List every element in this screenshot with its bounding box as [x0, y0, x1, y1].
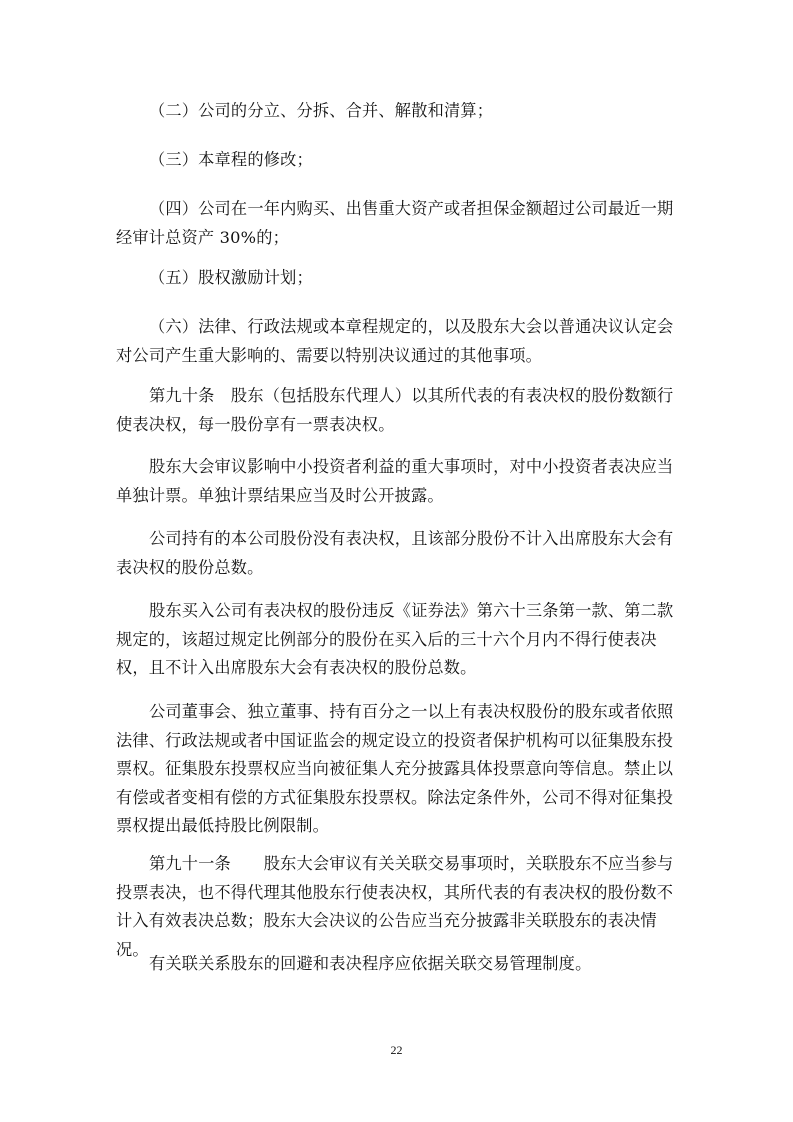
- paragraph-item-4: （四）公司在一年内购买、出售重大资产或者担保金额超过公司最近一期经审计总资产 30%的；: [116, 199, 674, 247]
- paragraph-item-2: （二）公司的分立、分拆、合并、解散和清算；: [149, 101, 494, 120]
- article-90-paragraph: 第九十条 股东（包括股东代理人）以其所代表的有表决权的股份数额行使表决权，每一股份享有一票表决权。: [116, 386, 674, 434]
- proxy-solicitation-paragraph: 公司董事会、独立董事、持有百分之一以上有表决权股份的股东或者依照法律、行政法规或者中国证监会的规定设立的投资者保护机构可以征集股东投票权。征集股东投票权应当向被征集人充分披露具体投票意向等信息。禁止以有偿或者变相有偿的方式征集股东投票权。除法定条件外，公司不得对征集投票权提出最低持股比例限制。: [116, 702, 674, 835]
- page-number: 22: [390, 1043, 403, 1057]
- company-own-shares-paragraph: 公司持有的本公司股份没有表决权，且该部分股份不计入出席股东大会有表决权的股份总数。: [116, 529, 674, 577]
- paragraph-item-6: （六）法律、行政法规或本章程规定的，以及股东大会以普通决议认定会对公司产生重大影响的、需要以特别决议通过的其他事项。: [116, 317, 674, 365]
- article-91-paragraph: 第九十一条 股东大会审议有关关联交易事项时，关联股东不应当参与投票表决，也不得代理其他股东行使表决权，其所代表的有表决权的股份数不计入有效表决总数；股东大会决议的公告应当充分披露非关联股东的表决情况。: [116, 854, 674, 959]
- minority-investor-paragraph: 股东大会审议影响中小投资者利益的重大事项时，对中小投资者表决应当单独计票。单独计票结果应当及时公开披露。: [116, 457, 674, 505]
- paragraph-item-5: （五）股权激励计划；: [149, 268, 313, 287]
- paragraph-item-3: （三）本章程的修改；: [149, 150, 313, 169]
- securities-law-paragraph: 股东买入公司有表决权的股份违反《证券法》第六十三条第一款、第二款规定的，该超过规定比例部分的股份在买入后的三十六个月内不得行使表决权，且不计入出席股东大会有表决权的股份总数。: [116, 601, 674, 677]
- related-party-procedure-paragraph: 有关联关系股东的回避和表决程序应依据关联交易管理制度。: [149, 954, 592, 973]
